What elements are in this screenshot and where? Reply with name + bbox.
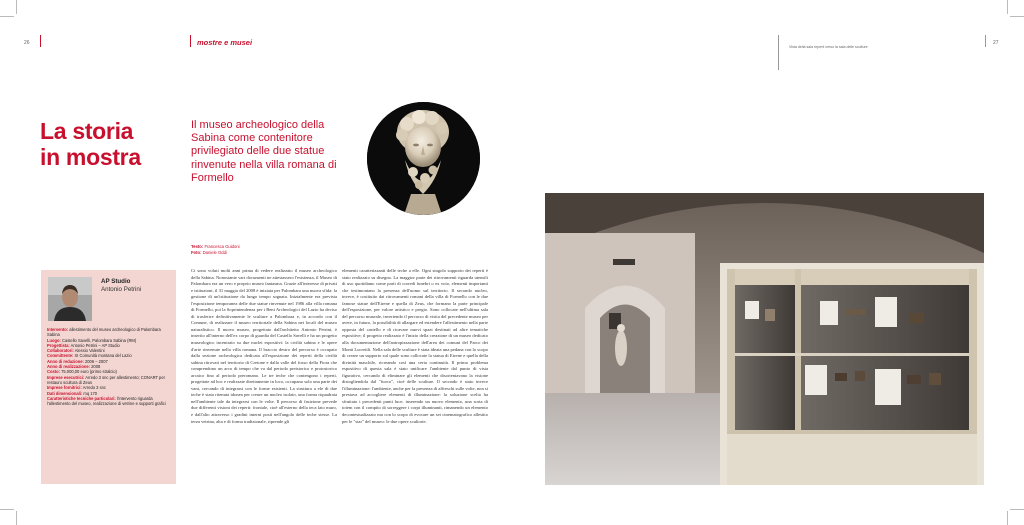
page-number-right: 27	[993, 40, 999, 46]
detail-key: Anno di realizzazione:	[47, 364, 90, 370]
article-subtitle: Il museo archeologico della Sabina come contenitore privilegiato delle due statue rinvenute nella villa romana di Formello	[191, 119, 337, 184]
detail-row	[47, 396, 171, 407]
detail-key: Collaboratori:	[47, 348, 74, 354]
article-title	[40, 118, 141, 170]
detail-key: Progettista:	[47, 342, 70, 348]
header-rule	[778, 35, 779, 70]
museum-hall-photo	[545, 193, 984, 485]
photo-caption: Vista della sala reperti verso la sala delle sculture	[789, 45, 868, 49]
crop-mark	[0, 509, 14, 510]
article-credits	[191, 244, 240, 255]
detail-key: Caratteristiche tecniche particolari:	[47, 395, 116, 401]
detail-value: Arredo 3 snc per allestimento; CONART per restauro scultura di Zeus	[47, 374, 165, 385]
credit-label: Foto:	[191, 249, 202, 255]
bust-illustration	[367, 102, 480, 215]
credit-label: Testo:	[191, 244, 204, 249]
detail-key: Luogo:	[47, 337, 61, 343]
detail-value: 2008	[91, 364, 101, 370]
detail-value: Arredo 3 snc	[82, 385, 106, 391]
detail-key: Intervento:	[47, 327, 69, 332]
detail-value: mq 170	[83, 390, 98, 396]
detail-key: Imprese esecutrici:	[47, 374, 85, 380]
crop-mark	[1007, 0, 1008, 14]
detail-row	[47, 327, 171, 338]
portrait-illustration	[48, 277, 92, 321]
detail-key: Dati dimensionali:	[47, 390, 83, 396]
detail-value: 2006 – 2007	[84, 358, 108, 364]
title-line: La storia	[40, 118, 134, 144]
detail-key: Costo:	[47, 369, 60, 375]
detail-key: Imprese fornitrici:	[47, 385, 82, 391]
zeus-bust-image	[367, 102, 480, 215]
detail-value: Alessio Valentini	[74, 348, 105, 354]
section-title: mostre e musei	[197, 38, 253, 47]
project-info-box	[41, 270, 176, 484]
detail-value: 75.000,00 euro (primo stralcio)	[61, 369, 117, 375]
detail-key: Anno di redazione:	[47, 358, 84, 364]
crop-mark	[0, 16, 14, 17]
crop-mark	[1010, 509, 1024, 510]
crop-mark	[1010, 16, 1024, 17]
architect-portrait	[48, 277, 92, 321]
detail-key: Committente:	[47, 353, 74, 359]
detail-value: Castello Savelli, Palombara Sabina (RM)	[62, 337, 137, 343]
credit-photo-author: Daniele Oddi	[202, 249, 227, 255]
crop-mark	[16, 0, 17, 14]
credit-text-author: Francesca Guidoni	[204, 244, 240, 249]
crop-mark	[16, 511, 17, 525]
architect-name: Antonio Petrini	[101, 286, 142, 293]
header-rule	[40, 35, 41, 47]
studio-name: AP Studio	[101, 278, 131, 285]
museum-hall-illustration	[545, 193, 984, 485]
detail-value: XI Comunità montana del Lazio	[74, 353, 132, 359]
crop-mark	[1007, 511, 1008, 525]
header-rule	[985, 35, 986, 47]
header-rule	[190, 35, 191, 47]
page-number-left: 26	[24, 40, 30, 46]
title-line: in mostra	[40, 144, 141, 170]
detail-row	[47, 375, 171, 386]
detail-value: l'intervento riguarda l'allestimento del museo, realizzazione di vetrine e supporti grafici	[47, 395, 166, 407]
body-column-1: Ci sono voluti molti anni prima di vedere realizzato il museo archeologico della Sabina. Nonostante vari documenti ne attestassero l'esistenza, il Museo di Palombara era un vero e proprio museo fantasma. Grazie all'interesse di privati e istituzioni, il 31 maggio del 2008 è iniziata per Palombara una nuova sfida: la gestione di un'istituzione da lungo tempo sognata. Inizialmente era prevista l'esposizione temporanea delle due statue rinvenute nel 1986 alla villa romana di Formello, poi la Soprintendenza per i Beni Archeologici del Lazio ha deciso di trasferire definitivamente le sculture a Palombara e, in accordo con il Comune, di realizzare il museo territoriale della Sabina nei locali del museo naturalistico. Il nuovo museo, progettato dall'architetto Antonio Petrini, è inserito all'interno dell'ex corpo di guardia del Castello Savelli e ha un progetto museologico incentrato su due nuclei espositivi: la civiltà sabina e le opere d'arte rinvenute nella villa romana. Il braccio destro del percorso è occupato dalla sezione archeologica dedicata all'esposizione dei reperti della civiltà sabina ritrovati nel territorio di Cretone e dalla valle del fosso della Fiora che comprendono un arco di tempo che va dal periodo preistorico e protostorico arcaico fino al periodo preromano. Le tre teche che contengono i reperti, progettate ad hoc e realizzate direttamente in loco, occupano solo una parte dei vani, cercando di integrarsi con le forme esistenti. La struttura a ele di due teche è stata ritenuta idonea per creare un nucleo isolato, una forma riquadrata nell'ambiente tale da integrarsi con le volte. Il percorso di fruizione prevede due differenti visioni dei reperti: frontale, cioè all'esterno della teca lato muro, e dall'alto attraverso i gradini interni posti nell'angolo delle teche stesse. La terza vetrina, alta e di forma tradizionale, riprende gli	[191, 268, 337, 424]
body-column-2: elementi caratterizzanti delle teche a elle. Ogni singolo supporto dei reperti è stato realizzato su disegno. La maggior parte dei ritrovamenti riguarda utensili di uso quotidiano come parti di corredi funebri o ex voto, elementi importanti che testimoniano la presenza dell'uomo sul territorio. Il secondo nucleo, invece, è costituito dai ritrovamenti romani della villa di Formello con le due famose statue dell'Eirene e quella di Zeus, che formano la parte principale dell'esposizione, per valore artistico e pregio. Sono collocate nell'ultima sala del percorso museale, invertendo il percorso di visita del precedente museo per avere, in futuro, la possibilità di allargare ed estendere l'allestimento nella parte opposta del castello e di ricavare nuovi spazi destinati ad altre tematiche espositive; il progetto realizzato è l'inizio della creazione di un museo dedicato alla documentazione dell'antropizzazione dell'area dei comuni del Parco dei Monti Lucretili. Nella sala delle sculture è stata ideata una pedana con lo scopo di creare un supporto sul quale sono collocate la statua di Eirene e quella della divinità maschile, ricreando così una certa continuità. Il primo problema espositivo di questa sala è stato unificare l'ambiente dal punto di vista figurativo, cercando di eliminare gli elementi che disorientavano la visione distogliendola dal "fuoco", cioè delle sculture. Il secondo è stato invece l'illuminazione: l'ambiente, anche per la presenza di affreschi sulle volte, non si prestava ad accogliere elementi di illuminazione: la soluzione scelta ha sfruttato i precedenti punti luce, inserendo un nuovo elemento, una sorta di totem con il compito di sorreggere i corpi illuminanti, rimanendo un elemento decontestualizzato ma con lo scopo di evocare un set cinematografico allestito per le "star" del museo: le due opere scultorie.	[342, 268, 488, 424]
detail-value: allestimento del museo archeologico di Palombara Sabina	[47, 327, 161, 338]
project-details	[47, 327, 171, 406]
detail-value: Antonio Petrini – AP Studio	[70, 342, 120, 348]
